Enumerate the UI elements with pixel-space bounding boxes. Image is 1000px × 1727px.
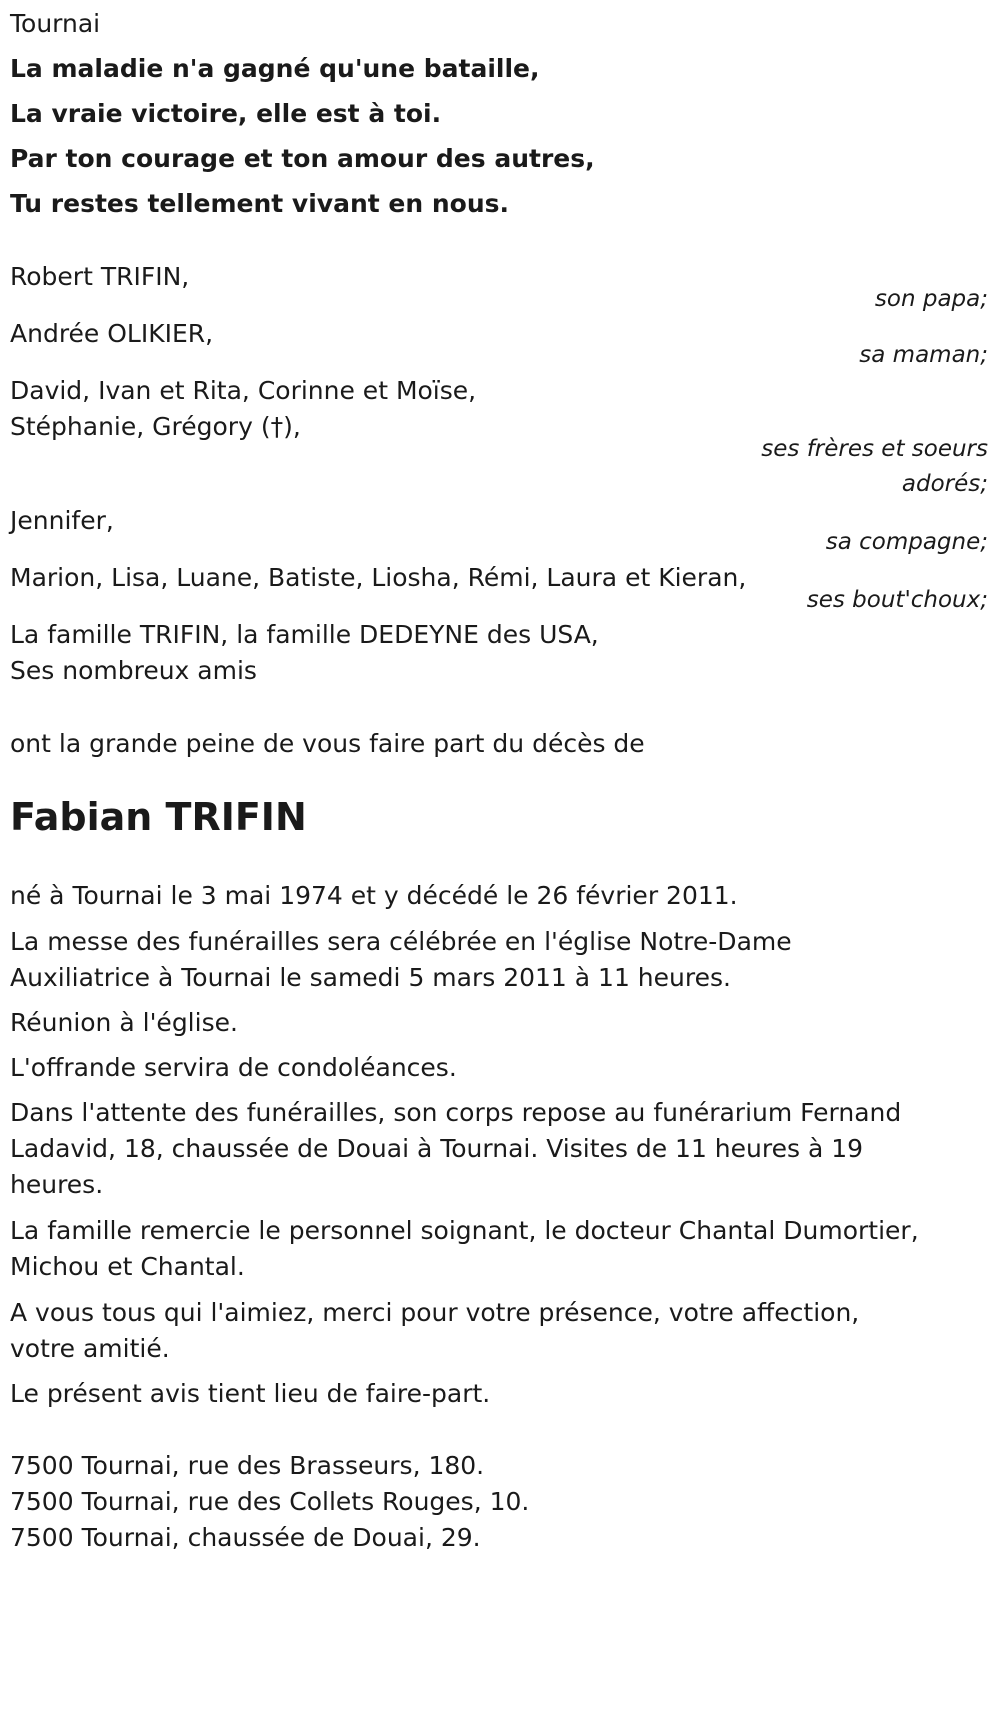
detail-line: Auxiliatrice à Tournai le samedi 5 mars 2011 à 11 heures. [10, 963, 731, 992]
family-relation: adorés; [901, 471, 988, 497]
detail-line: La messe des funérailles sera célébrée en l'église Notre-Dame [10, 927, 792, 956]
family-member-name: Robert TRIFIN, [10, 262, 190, 291]
family-member-name: Marion, Lisa, Luane, Batiste, Liosha, Rémi, Laura et Kieran, [10, 563, 747, 592]
family-member-name: Stéphanie, Grégory (†), [10, 412, 301, 441]
detail-line: Ladavid, 18, chaussée de Douai à Tournai. Visites de 11 heures à 19 [10, 1134, 864, 1163]
family-relation: son papa; [874, 286, 988, 312]
detail-line: Réunion à l'église. [10, 1008, 238, 1037]
poem-line: Par ton courage et ton amour des autres, [10, 144, 595, 173]
family-relation: sa compagne; [825, 529, 988, 555]
family-relation: sa maman; [859, 342, 988, 368]
detail-line: votre amitié. [10, 1334, 170, 1363]
family-relation: ses bout'choux; [806, 587, 988, 613]
address-line: 7500 Tournai, rue des Collets Rouges, 10. [10, 1487, 530, 1516]
poem-line: Tu restes tellement vivant en nous. [10, 189, 510, 218]
family-member-name: Jennifer, [10, 506, 114, 535]
detail-line: Michou et Chantal. [10, 1252, 245, 1281]
family-member-name: David, Ivan et Rita, Corinne et Moïse, [10, 376, 477, 405]
detail-line: Le présent avis tient lieu de faire-part. [10, 1379, 491, 1408]
announcement-text: ont la grande peine de vous faire part du décès de [10, 729, 645, 758]
poem-line: La vraie victoire, elle est à toi. [10, 99, 442, 128]
detail-line: L'offrande servira de condoléances. [10, 1053, 457, 1082]
address-line: 7500 Tournai, rue des Brasseurs, 180. [10, 1451, 485, 1480]
deceased-name: Fabian TRIFIN [10, 795, 307, 839]
family-member-name: La famille TRIFIN, la famille DEDEYNE des USA, [10, 620, 599, 649]
address-line: 7500 Tournai, chaussée de Douai, 29. [10, 1523, 481, 1552]
detail-line: heures. [10, 1170, 104, 1199]
city-heading: Tournai [10, 9, 101, 38]
detail-line: A vous tous qui l'aimiez, merci pour votre présence, votre affection, [10, 1298, 860, 1327]
detail-line: Dans l'attente des funérailles, son corps repose au funérarium Fernand [10, 1098, 902, 1127]
detail-line: né à Tournai le 3 mai 1974 et y décédé le 26 février 2011. [10, 881, 738, 910]
family-member-name: Andrée OLIKIER, [10, 319, 214, 348]
detail-line: La famille remercie le personnel soignant, le docteur Chantal Dumortier, [10, 1216, 919, 1245]
poem-line: La maladie n'a gagné qu'une bataille, [10, 54, 540, 83]
family-member-name: Ses nombreux amis [10, 656, 257, 685]
family-relation: ses frères et soeurs [761, 436, 988, 462]
